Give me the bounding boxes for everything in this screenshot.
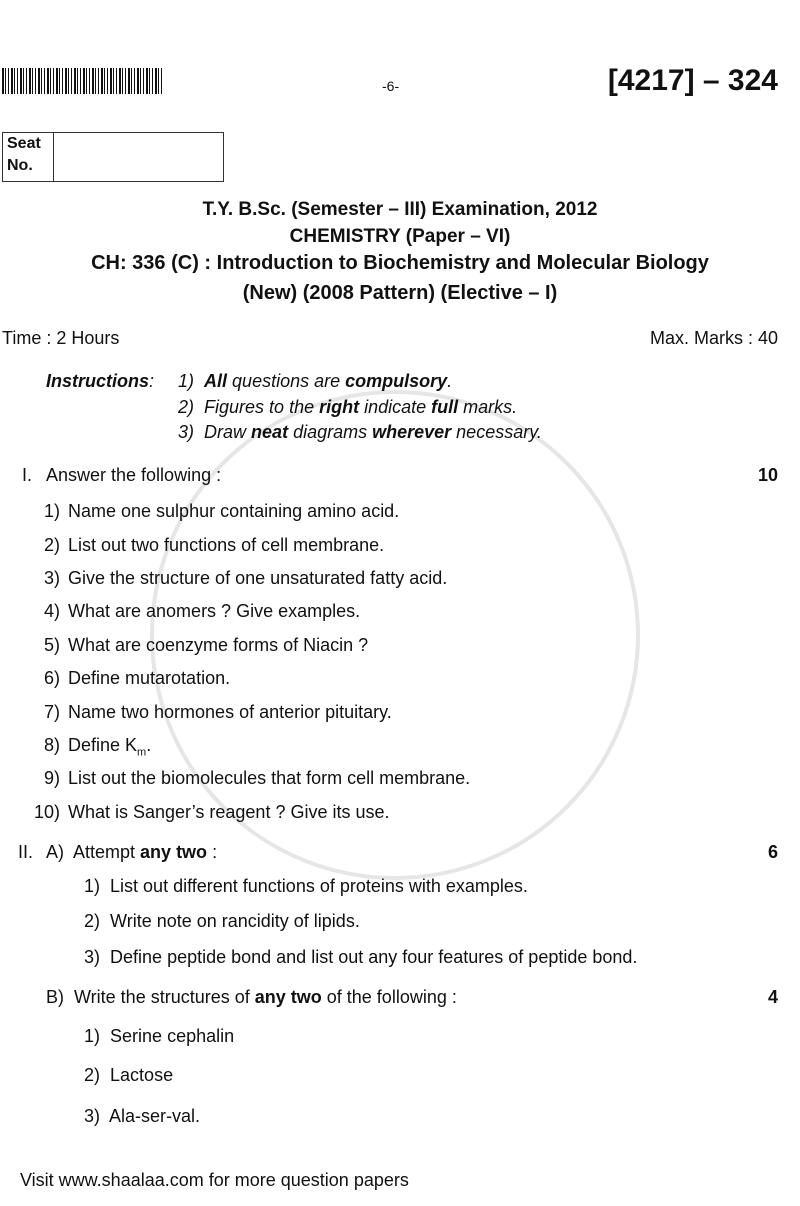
subject-title: CHEMISTRY (Paper – VI): [289, 226, 511, 247]
question-item: What are anomers ? Give examples.: [68, 601, 361, 621]
barcode: [2, 68, 162, 94]
instructions-label: Instructions:: [46, 371, 155, 391]
question-item: Define $K_m$.: [68, 735, 152, 759]
question-item: Name one sulphur containing amino acid.: [68, 501, 400, 521]
max-marks: Max. Marks : 40: [649, 328, 778, 348]
question-number: 5): [43, 635, 60, 655]
question-item: Give the structure of one unsaturated fatty acid.: [68, 568, 448, 588]
time: Time : 2 Hours: [2, 328, 120, 348]
footer-text: Visit www.shaalaa.com for more question papers: [20, 1170, 409, 1190]
question-item: Define mutarotation.: [68, 668, 231, 688]
question-number: 7): [43, 702, 60, 722]
question-number: 8): [43, 735, 60, 755]
seat-number-box: [2, 132, 224, 182]
instruction-item: 3) Draw neat diagrams wherever necessary.: [178, 422, 542, 442]
question-number: 6): [43, 668, 60, 688]
question-number: 4): [43, 601, 60, 621]
seat-number-field[interactable]: [54, 133, 223, 181]
q2b-marks: 4: [767, 987, 778, 1007]
q2b-heading: B) Write the structures of any two of the following :: [46, 987, 457, 1007]
seat-no-label: No.: [7, 157, 33, 174]
q1-number: I.: [22, 465, 33, 485]
instruction-item: 1) All questions are compulsory.: [178, 371, 453, 391]
question-number: 2): [43, 535, 60, 555]
question-item: What are coenzyme forms of Niacin ?: [68, 635, 369, 655]
q1-heading: Answer the following :: [46, 465, 222, 485]
page-number: -6-: [382, 78, 400, 94]
paper-code: [4217] – 324: [607, 64, 778, 97]
course-title: CH: 336 (C) : Introduction to Biochemistry and Molecular Biology: [91, 252, 709, 274]
instruction-item: 2) Figures to the right indicate full marks.: [178, 397, 518, 417]
seat-label: Seat: [7, 135, 41, 152]
question-item: Name two hormones of anterior pituitary.: [68, 702, 392, 722]
pattern-title: (New) (2008 Pattern) (Elective – I): [242, 282, 558, 304]
q2a-heading: A) Attempt any two :: [46, 842, 218, 862]
question-item: List out two functions of cell membrane.: [68, 535, 385, 555]
question-item: 2) Lactose: [84, 1065, 174, 1085]
question-item: 1) List out different functions of proteins with examples.: [84, 876, 528, 896]
question-item: List out the biomolecules that form cell membrane.: [68, 768, 471, 788]
question-number: 1): [43, 501, 60, 521]
question-item: 3) Define peptide bond and list out any four features of peptide bond.: [84, 947, 638, 967]
q2a-marks: 6: [767, 842, 778, 862]
question-number: 9): [43, 768, 60, 788]
exam-title: T.Y. B.Sc. (Semester – III) Examination, 2012: [202, 199, 598, 220]
q2-number: II.: [18, 842, 34, 862]
question-item: 1) Serine cephalin: [84, 1026, 235, 1046]
question-item: 3) Ala-ser-val.: [84, 1106, 201, 1126]
question-item: What is Sanger’s reagent ? Give its use.: [68, 802, 390, 822]
q1-marks: 10: [757, 465, 778, 485]
question-number: 3): [43, 568, 60, 588]
question-item: 2) Write note on rancidity of lipids.: [84, 911, 360, 931]
question-number: 10): [33, 802, 60, 822]
